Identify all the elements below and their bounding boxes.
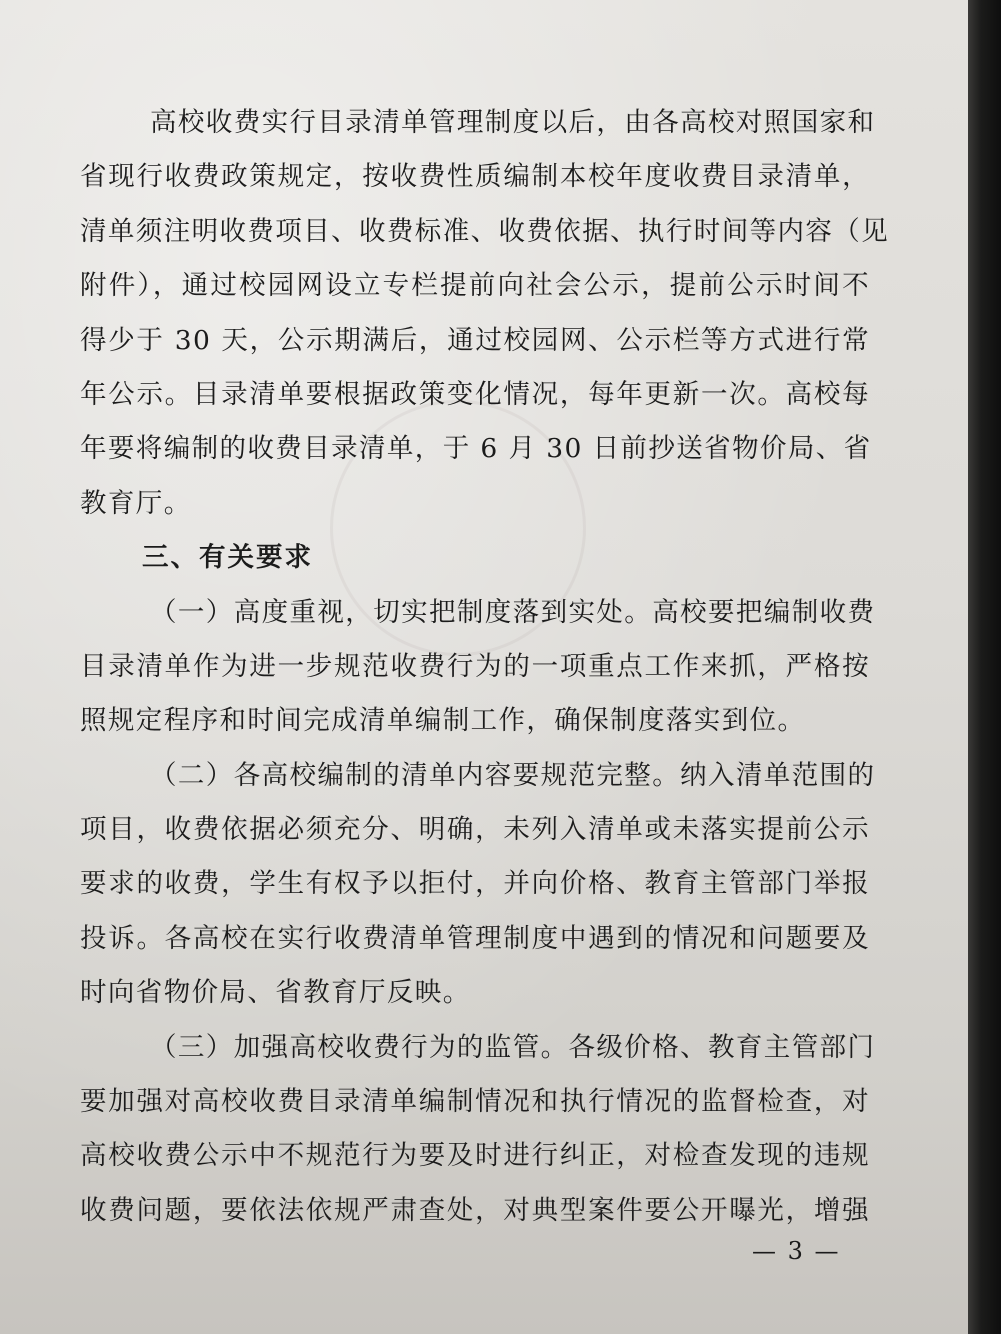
text-line: 高校收费实行目录清单管理制度以后，由各高校对照国家和 <box>150 107 876 138</box>
text-line: 得少于 30 天，公示期满后，通过校园网、公示栏等方式进行常 <box>80 324 870 356</box>
section-heading: 三、有关要求 <box>142 542 313 574</box>
text-line: （二）各高校编制的清单内容要规范完整。纳入清单范围的 <box>150 759 876 791</box>
paragraph-requirement-2 <box>80 749 876 1021</box>
text-line: 项目，收费依据必须充分、明确，未列入清单或未落实提前公示 <box>80 814 870 846</box>
page-number: — 3 — <box>752 1237 841 1265</box>
text-line: 投诉。各高校在实行收费清单管理制度中遇到的情况和问题要及 <box>80 922 870 954</box>
text-line: 年公示。目录清单要根据政策变化情况，每年更新一次。高校每 <box>80 378 870 410</box>
text-line: 清单须注明收费项目、收费标准、收费依据、执行时间等内容（见 <box>80 215 890 247</box>
document-body <box>80 96 890 1238</box>
text-line: 高校收费公示中不规范行为要及时进行纠正，对检查发现的违规 <box>80 1140 870 1172</box>
text-line: 教育厅。 <box>80 487 192 519</box>
paragraph-requirement-3 <box>80 1021 876 1239</box>
text-line: （三）加强高校收费行为的监管。各级价格、教育主管部门 <box>150 1031 876 1063</box>
text-line: 省现行收费政策规定，按收费性质编制本校年度收费目录清单， <box>80 161 870 193</box>
text-line: 要求的收费，学生有权予以拒付，并向价格、教育主管部门举报 <box>80 868 870 900</box>
text-line: 附件），通过校园网设立专栏提前向社会公示，提前公示时间不 <box>80 270 870 302</box>
text-line: 时向省物价局、省教育厅反映。 <box>80 977 471 1009</box>
page-edge-shadow <box>968 0 1001 1334</box>
text-line: 年要将编制的收费目录清单，于 6 月 30 日前抄送省物价局、省 <box>80 433 872 465</box>
paragraph-collection-fees <box>80 96 890 531</box>
text-line: 照规定程序和时间完成清单编制工作，确保制度落实到位。 <box>80 705 806 737</box>
text-line: 要加强对高校收费目录清单编制情况和执行情况的监督检查，对 <box>80 1086 870 1118</box>
paragraph-requirement-1 <box>80 586 876 749</box>
text-line: （一）高度重视，切实把制度落到实处。高校要把编制收费 <box>150 596 876 628</box>
text-line: 目录清单作为进一步规范收费行为的一项重点工作来抓，严格按 <box>80 650 870 682</box>
text-line: 收费问题，要依法依规严肃查处，对典型案件要公开曝光，增强 <box>80 1194 870 1226</box>
